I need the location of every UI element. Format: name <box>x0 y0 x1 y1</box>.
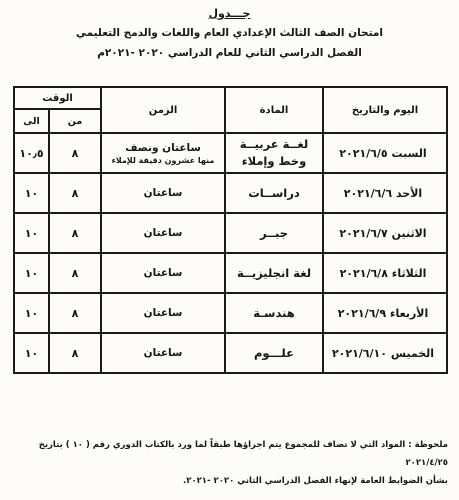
duration-note: منها عشرون دقيقة للإملاء <box>111 155 215 165</box>
term-line: الفصل الدراسي الثاني للعام الدراسي ٢٠٢٠ -٢٠٢١م <box>97 47 362 59</box>
page-subtitle: امتحان الصف الثالث الإعدادي العام واللغات والدمج التعليمي <box>75 27 383 39</box>
table-row <box>14 213 447 253</box>
to-cell: ١٠٫٥ <box>14 133 49 173</box>
subject-cell <box>225 133 323 173</box>
page-title: جـــدول <box>208 7 251 20</box>
duration-cell: ساعتان <box>101 173 225 213</box>
header-duration: الزمن <box>101 87 225 133</box>
footnote-line: بشأن الضوابط العامة لإنهاء الفصل الدراسي الثاني ٢٠٢٠ -٢٠٢١. <box>183 476 448 486</box>
table-row <box>14 333 447 373</box>
table-row <box>14 253 447 293</box>
subject-name-line2: وخط وإملاء <box>241 154 307 168</box>
from-cell: ٨ <box>49 133 101 173</box>
from-cell: ٨ <box>49 253 101 293</box>
table-row <box>14 173 447 213</box>
header-day-date: اليوم والتاريخ <box>323 87 447 133</box>
title-block <box>0 6 459 61</box>
day-date-cell: الاثنين ٢٠٢١/٦/٧ <box>323 213 447 253</box>
day-date-cell: الثلاثاء ٢٠٢١/٦/٨ <box>323 253 447 293</box>
day-date-cell: الخميس ٢٠٢١/٦/١٠ <box>323 333 447 373</box>
subject-cell: هندسـة <box>225 293 323 333</box>
header-from: من <box>49 109 101 133</box>
to-cell: ١٠ <box>14 333 49 373</box>
header-time: الوقت <box>14 87 101 109</box>
table-row <box>14 293 447 333</box>
subject-cell: دراســات <box>225 173 323 213</box>
from-cell: ٨ <box>49 213 101 253</box>
subject-cell: جبــر <box>225 213 323 253</box>
table-row <box>14 133 447 173</box>
to-cell: ١٠ <box>14 173 49 213</box>
footnote-line: ملحوظة : المواد التي لا تضاف للمجموع يتم اجراؤها طبقاً لما ورد بالكتاب الدوري رقم ( ١٠ ) بتاريخ ٢٠٢١/٤/٢٥ <box>38 440 448 468</box>
from-cell: ٨ <box>49 333 101 373</box>
to-cell: ١٠ <box>14 213 49 253</box>
from-cell: ٨ <box>49 173 101 213</box>
exam-table <box>13 86 448 374</box>
to-cell: ١٠ <box>14 253 49 293</box>
duration-cell <box>101 133 225 173</box>
to-cell: ١٠ <box>14 293 49 333</box>
day-date-cell: الأربعاء ٢٠٢١/٦/٩ <box>323 293 447 333</box>
duration-value: ساعتان ونصف <box>125 141 201 154</box>
duration-cell: ساعتان <box>101 213 225 253</box>
duration-cell: ساعتان <box>101 293 225 333</box>
duration-cell: ساعتان <box>101 333 225 373</box>
day-date-cell: الأحد ٢٠٢١/٦/٦ <box>323 173 447 213</box>
footnote <box>12 436 448 490</box>
day-date-cell: السبت ٢٠٢١/٦/٥ <box>323 133 447 173</box>
from-cell: ٨ <box>49 293 101 333</box>
subject-cell: علـــوم <box>225 333 323 373</box>
duration-cell: ساعتان <box>101 253 225 293</box>
header-subject: المادة <box>225 87 323 133</box>
subject-name: لغــة عربيــة <box>239 137 309 151</box>
header-to: الى <box>14 109 49 133</box>
subject-cell: لغة انجليزيــة <box>225 253 323 293</box>
